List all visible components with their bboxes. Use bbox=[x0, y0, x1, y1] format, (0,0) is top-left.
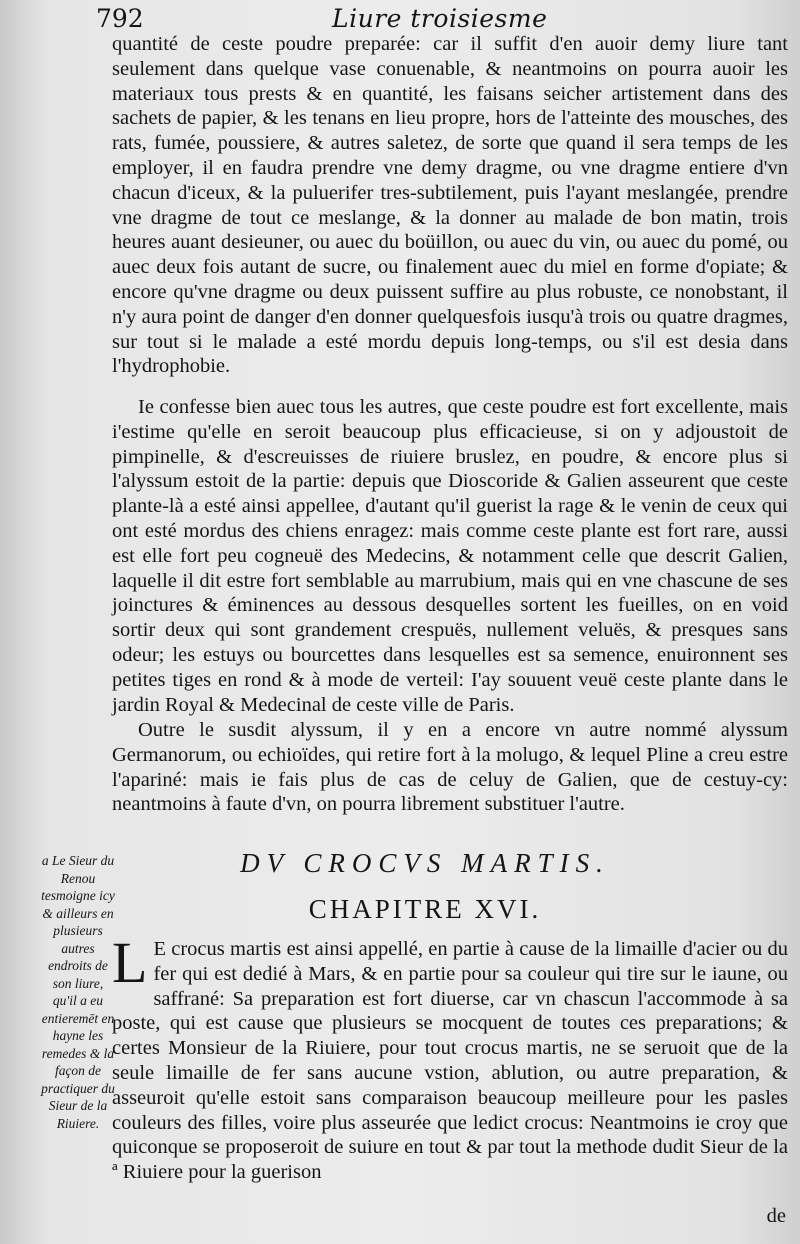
paragraph-4-text: E crocus martis est ainsi appellé, en partie à cause de la limaille d'acier ou du fer qui est dedié à Mars, & en partie pour sa couleur qui tire sur le iaune, ou saffrané: Sa preparation est fort diuerse, car vn chascun l'accommode à sa poste, qui est cause que plusieurs se mocquent de toutes ces preparations; & certes Monsieur de la Riuiere, pour tout crocus martis, ne se seruoit que de la seule limaille de fer sans aucune vstion, ablution, ou autre preparation, & asseuroit qu'elle estoit sans comparaison beaucoup meilleure pour les pasles couleurs des filles, voire plus asseurée que ledict crocus: Neantmoins ie croy que quiconque se proposeroit de suiure en tout & par tout la methode dudit Sieur de la ª Riuiere pour la guerison bbox=[112, 938, 788, 1184]
paragraph-alyssum bbox=[112, 395, 788, 717]
paragraph-2-text: Ie confesse bien auec tous les autres, que ceste poudre est fort excellente, mais i'estime qu'elle en seroit beaucoup plus efficacieuse, si on y adjoustoit de pimpinelle, & d'escreuisses de riuiere bruslez, en poudre, & encore plus si l'alyssum estoit de la partie: depuis que Dioscoride & Galien asseurent que ceste plante-là a esté ainsi appellee, d'autant qu'il guerist la rage & le venin de ceux qui ont esté mordus des chiens enragez: mais comme ceste plante est fort rare, aussi est elle fort peu cogneuë des Medecins, & notamment celle que descrit Galien, laquelle il dit estre fort semblable au marrubium, mais qui en vne chascune de ses joinctures & éminences au dessous desquelles sortent les fueilles, on en void sortir deux qui sont grandement crespuës, nullement veluës, & presques sans odeur; les estuys ou bourcettes dans lesquelles est sa semence, enuironnent ses petites tiges en rond & à mode de verteil: I'ay souuent veuë ceste plante dans le jardin Royal & Medecinal de ceste ville de Paris. bbox=[112, 396, 788, 716]
paragraph-1-text: quantité de ceste poudre preparée: car il suffit d'en auoir demy liure tant seulement dans quelque vase conuenable, & neantmoins on pourra auoir les materiaux tous prests & en quantité, les faisans seicher artistement dans des sachets de papier, & les tenans en lieu propre, hors de l'atteinte des mousches, des rats, fumée, poussiere, & autres saletez, de sorte que quand il sera temps de les employer, il en faudra prendre vne demy dragme, ou vne dragme entiere d'vn chacun d'iceux, & la puluerifer tres-subtilement, puis l'ayant meslangée, prendre vne dragme de tout ce meslange, & la donner au malade de bon matin, trois heures auant desieuner, ou auec du boüillon, ou auec du vin, ou auec du pomé, ou auec deux fois autant de sucre, ou finalement auec du miel en forme d'opiate; & encore qu'vne dragme ou deux puissent suffire au plus robuste, ce nonobstant, il n'y aura point de danger d'en donner quelquesfois iusqu'à trois ou quatre dragmes, sur tout si le malade a esté mordu depuis long-temps, ou s'il est desia dans l'hydrophobie. bbox=[112, 33, 788, 378]
running-title: Liure troisiesme bbox=[332, 4, 548, 33]
paragraph-alyssum-germanorum bbox=[112, 718, 788, 817]
drop-cap: L bbox=[112, 930, 148, 995]
section-title: DV CROCVS MARTIS. bbox=[240, 848, 610, 878]
chapter-title: CHAPITRE XVI. bbox=[308, 894, 542, 924]
page-header bbox=[96, 2, 796, 36]
catchword: de bbox=[766, 1205, 786, 1227]
page-number: 792 bbox=[96, 4, 144, 33]
paragraph-crocus-martis bbox=[112, 930, 788, 1185]
paragraph-3-text: Outre le susdit alyssum, il y en a encore vn autre nommé alyssum Germanorum, ou echioïdes, qui retire fort à la molugo, & lequel Pline a creu estre l'apariné: mais ie fais plus de cas de celuy de Galien, que de cestuy-cy: neantmoins à faute d'vn, on pourra librement substituer l'autre. bbox=[112, 719, 788, 816]
marginal-note: a Le Sieur du Renou tesmoigne icy & ailleurs en plusieurs autres endroits de son liure, qu'il a eu entieremēt en hayne les remedes & la façon de practiquer du Sieur de la Riuiere. bbox=[41, 853, 115, 1131]
paragraph-continued bbox=[112, 32, 788, 379]
